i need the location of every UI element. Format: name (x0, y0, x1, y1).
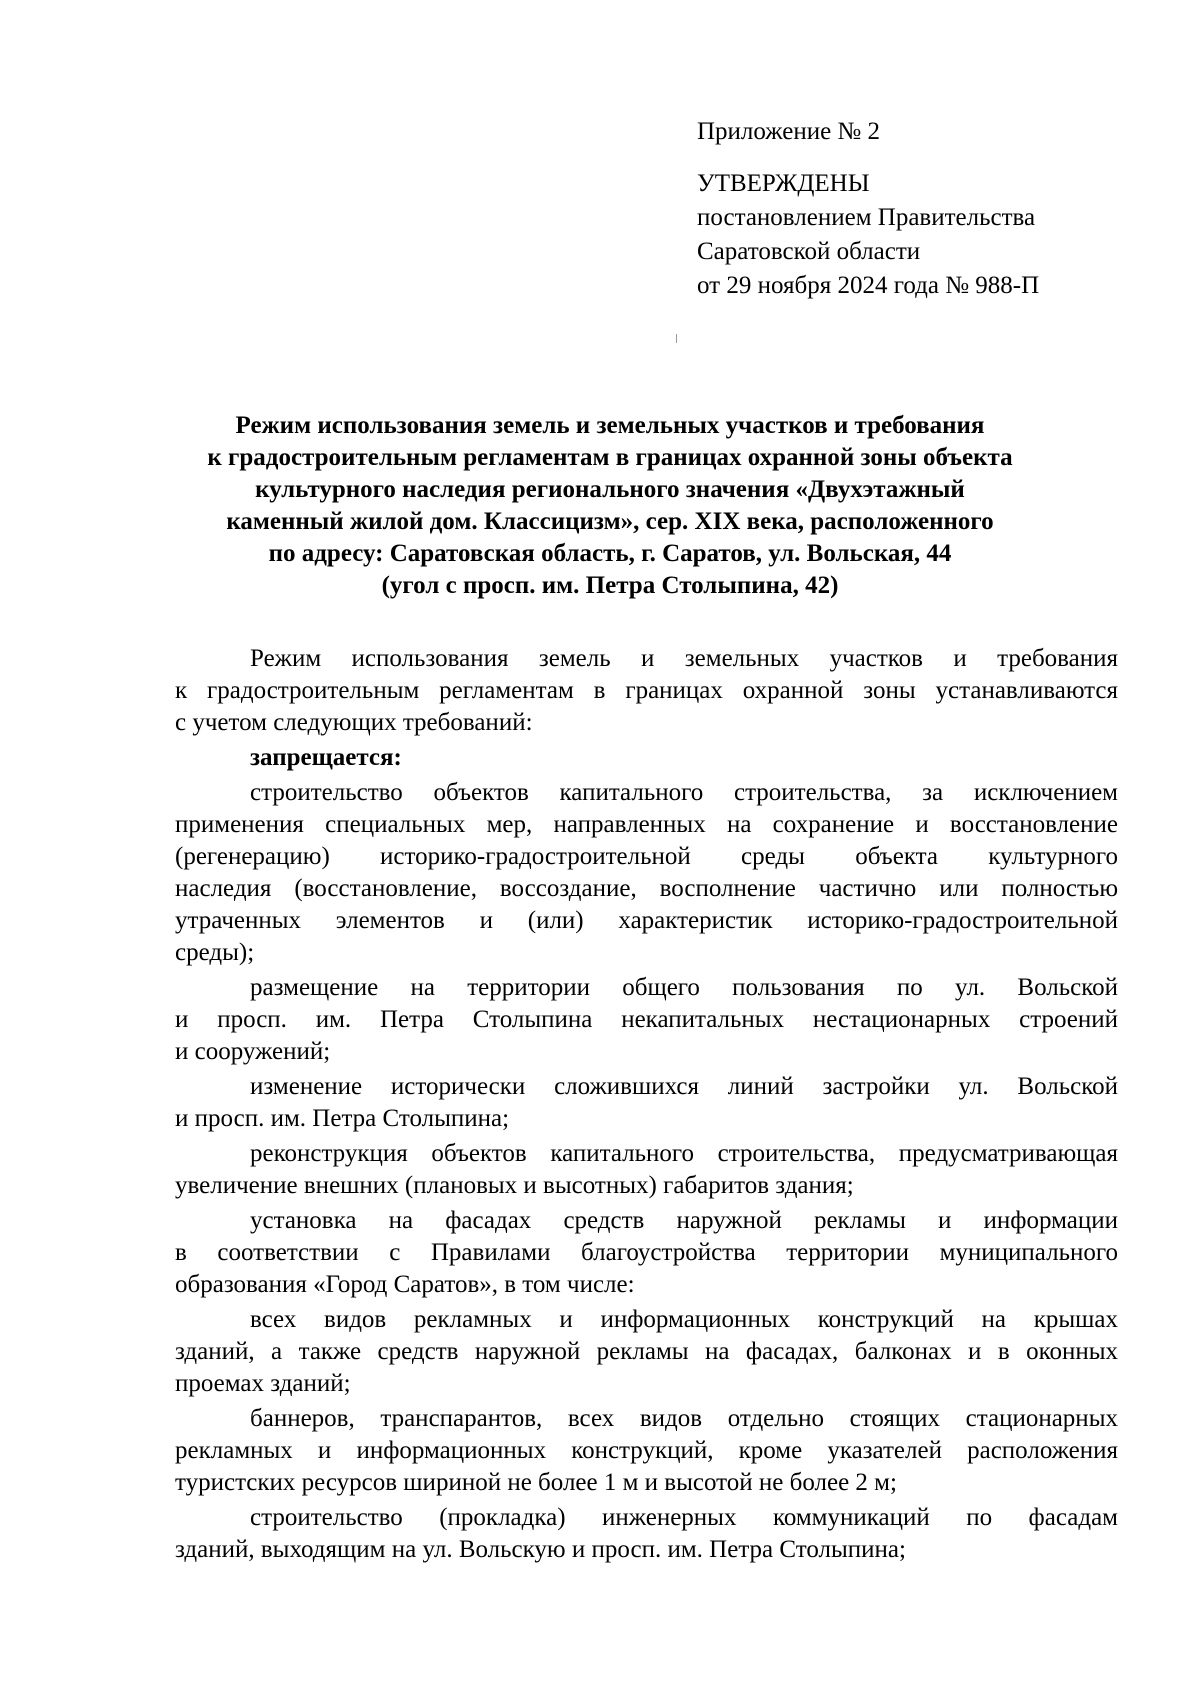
approved-region-line: Саратовской области (697, 238, 921, 265)
forbidden-item (175, 777, 1118, 969)
text-line: установка на фасадах средств наружной рекламы и информации (250, 1207, 1118, 1234)
text-line: размещение на территории общего пользования по ул. Вольской (250, 974, 1118, 1001)
forbidden-item (175, 972, 1118, 1068)
text-line: рекламных и информационных конструкций, кроме указателей расположения (175, 1437, 1118, 1464)
title-line: к градостроительным регламентам в границах охранной зоны объекта (207, 444, 1013, 471)
text-line: Режим использования земель и земельных участков и требования (250, 645, 1118, 672)
approved-heading: УТВЕРЖДЕНЫ (697, 170, 870, 197)
scan-artifact (676, 334, 677, 343)
text-line: образования «Город Саратов», в том числе: (175, 1271, 635, 1298)
text-line: строительство (прокладка) инженерных коммуникаций по фасадам (250, 1504, 1118, 1531)
text-line: строительство объектов капитального строительства, за исключением (250, 779, 1118, 806)
text-line: (регенерацию) историко-градостроительной среды объекта культурного (175, 843, 1118, 870)
appendix-number: Приложение № 2 (697, 118, 881, 145)
approved-date-line: от 29 ноября 2024 года № 988-П (697, 272, 1040, 299)
forbidden-subitem (175, 1403, 1118, 1499)
forbidden-item (175, 1502, 1118, 1566)
text-line: наследия (восстановление, воссоздание, восполнение частично или полностью (175, 875, 1118, 902)
text-line: с учетом следующих требований: (175, 709, 533, 736)
title-line: каменный жилой дом. Классицизм», сер. XIX века, расположенного (226, 508, 994, 535)
title-line: культурного наследия регионального значения «Двухэтажный (255, 476, 965, 503)
text-line: и просп. им. Петра Столыпина некапитальных нестационарных строений (175, 1006, 1118, 1033)
approved-by-line: постановлением Правительства (697, 204, 1036, 231)
approval-block (697, 115, 1157, 303)
text-line: реконструкция объектов капитального строительства, предусматривающая (250, 1140, 1118, 1167)
text-line: туристских ресурсов шириной не более 1 м и высотой не более 2 м; (175, 1469, 897, 1496)
text-line: изменение исторически сложившихся линий застройки ул. Вольской (250, 1073, 1118, 1100)
text-line: проемах зданий; (175, 1370, 351, 1397)
text-line: баннеров, транспарантов, всех видов отдельно стоящих стационарных (250, 1405, 1118, 1432)
text-line: к градостроительным регламентам в границах охранной зоны устанавливаются (175, 677, 1118, 704)
text-line: в соответствии с Правилами благоустройства территории муниципального (175, 1239, 1118, 1266)
forbidden-item (175, 1071, 1118, 1135)
intro-paragraph (175, 643, 1118, 739)
forbidden-subitem (175, 1304, 1118, 1400)
forbidden-item (175, 1138, 1118, 1202)
text-line: применения специальных мер, направленных на сохранение и восстановление (175, 811, 1118, 838)
document-body (175, 643, 1118, 1569)
text-line: и сооружений; (175, 1038, 331, 1065)
forbidden-item (175, 1205, 1118, 1301)
title-line: по адресу: Саратовская область, г. Саратов, ул. Вольская, 44 (268, 540, 952, 567)
text-line: запрещается: (250, 744, 402, 771)
text-line: увеличение внешних (плановых и высотных) габаритов здания; (175, 1172, 854, 1199)
forbidden-label (175, 742, 1118, 774)
text-line: среды); (175, 939, 255, 966)
text-line: всех видов рекламных и информационных конструкций на крышах (250, 1306, 1118, 1333)
document-title (140, 410, 1080, 602)
text-line: утраченных элементов и (или) характеристик историко-градостроительной (175, 907, 1118, 934)
title-line: (угол с просп. им. Петра Столыпина, 42) (381, 572, 839, 599)
title-line: Режим использования земель и земельных участков и требования (235, 412, 985, 439)
text-line: и просп. им. Петра Столыпина; (175, 1105, 510, 1132)
text-line: зданий, а также средств наружной рекламы на фасадах, балконах и в оконных (175, 1338, 1118, 1365)
text-line: зданий, выходящим на ул. Вольскую и просп. им. Петра Столыпина; (175, 1536, 906, 1563)
